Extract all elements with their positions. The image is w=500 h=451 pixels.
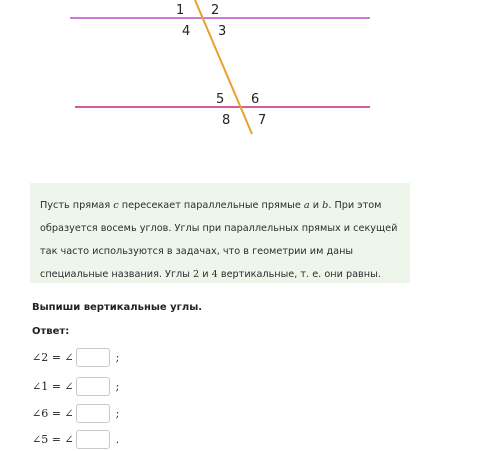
answer-row-expression: ∠1 = ∠	[32, 379, 74, 393]
angle-label-6: 6	[251, 92, 260, 107]
angle-label-2: 2	[211, 3, 220, 18]
answer-row-expression: ∠5 = ∠	[32, 432, 74, 446]
answer-input-1[interactable]	[76, 348, 110, 367]
angle-label-1: 1	[176, 3, 185, 18]
num-2: 2	[192, 269, 200, 280]
answer-input-3[interactable]	[76, 404, 110, 423]
theory-text-6: вертикальные, т. е. они равны.	[217, 269, 381, 280]
theory-panel	[30, 183, 410, 283]
geometry-figure	[0, 0, 500, 150]
angle-label-3: 3	[218, 24, 227, 39]
answer-row-separator: ;	[115, 379, 120, 393]
answer-row-3	[32, 401, 119, 425]
angle-label-4: 4	[182, 24, 191, 39]
answer-row-2	[32, 374, 119, 398]
task-title: Выпиши вертикальные углы.	[32, 302, 203, 313]
answer-row-separator: ;	[115, 350, 120, 364]
var-b: b	[322, 200, 329, 211]
theory-text-5: и	[199, 269, 212, 280]
answer-row-separator: ;	[115, 406, 120, 420]
theory-text-2: пересекает параллельные прямые	[118, 200, 304, 211]
var-c: c	[113, 200, 119, 211]
angle-label-5: 5	[216, 92, 225, 107]
answer-row-separator: .	[115, 432, 120, 446]
answer-row-expression: ∠6 = ∠	[32, 406, 74, 420]
theory-text-1: Пусть прямая	[40, 200, 114, 211]
var-a: a	[303, 200, 310, 211]
theory-text-4: . При этом образуется восемь углов. Углы при параллельных прямых и секущей так часто используются в задачах, что в геометрии им даны специальные названия. Углы	[40, 200, 398, 280]
answer-input-4[interactable]	[76, 430, 110, 449]
angle-label-8: 8	[222, 113, 231, 128]
theory-text-3: и	[309, 200, 323, 211]
num-4: 4	[211, 269, 218, 280]
answer-row-1	[32, 345, 119, 369]
answer-input-2[interactable]	[76, 377, 110, 396]
answer-row-expression: ∠2 = ∠	[32, 350, 74, 364]
angle-label-7: 7	[258, 113, 267, 128]
answer-row-4	[32, 427, 119, 451]
answer-label: Ответ:	[32, 326, 70, 337]
